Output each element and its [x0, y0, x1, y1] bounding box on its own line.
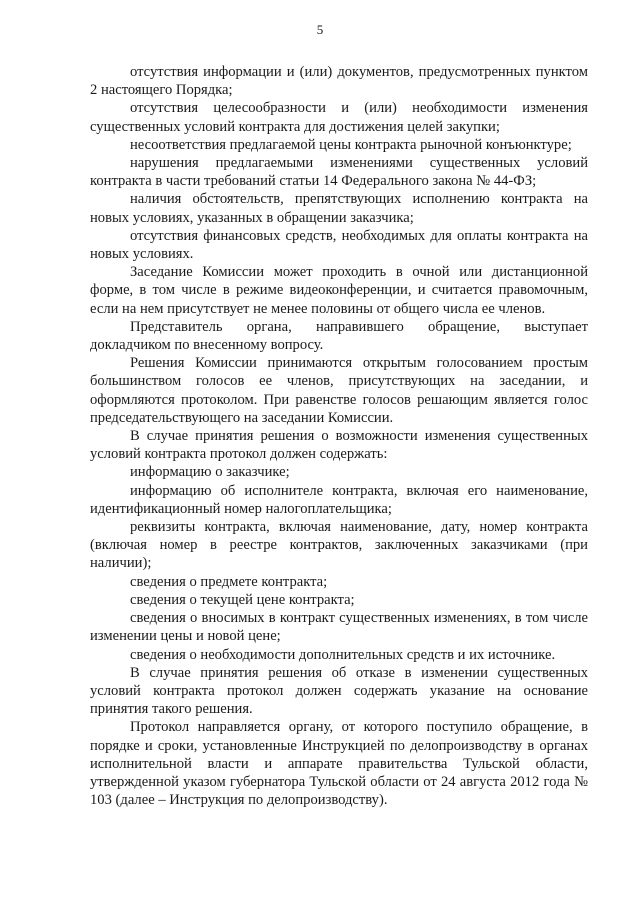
paragraph: отсутствия финансовых средств, необходимых для оплаты контракта на новых условиях. — [90, 227, 588, 263]
paragraph: информацию об исполнителе контракта, включая его наименование, идентификационный номер налогоплательщика; — [90, 482, 588, 517]
paragraph: сведения о предмете контракта; — [130, 573, 328, 590]
paragraph: Заседание Комиссии может проходить в очной или дистанционной форме, в том числе в режиме видеоконференции, и считается правомочным, если на нем присутствует не менее половины от общего числа ее членов. — [90, 264, 588, 317]
page-number: 5 — [316, 22, 324, 37]
paragraph: Представитель органа, направившего обращение, выступает докладчиком по внесенному вопросу. — [90, 318, 588, 354]
paragraph: В случае принятия решения об отказе в изменении существенных условий контракта протокол должен содержать указание на основание принятия такого решения. — [90, 664, 588, 718]
paragraph: реквизиты контракта, включая наименование, дату, номер контракта (включая номер в реестре контрактов, заключенных заказчиками (при наличии); — [90, 519, 588, 572]
paragraph: информацию о заказчике; — [130, 464, 290, 481]
paragraph: В случае принятия решения о возможности изменения существенных условий контракта протокол должен содержать: — [90, 428, 588, 463]
paragraph: Протокол направляется органу, от которого поступило обращение, в порядке и сроки, установленные Инструкцией по делопроизводству в органах исполнительной власти и аппарате правительства Тульской области, утвержденной указом губернатора Тульской области от 24 августа 2012 года № 103 (далее – Инструкция по делопроизводству). — [90, 719, 588, 809]
paragraph: сведения о необходимости дополнительных средств и их источнике. — [130, 646, 556, 663]
paragraph: сведения о текущей цене контракта; — [130, 591, 355, 608]
paragraph: Решения Комиссии принимаются открытым голосованием простым большинством голосов ее членов, присутствующих на заседании, и оформляются протоколом. При равенстве голосов решающим является голос председательствующего на заседании Комиссии. — [90, 355, 588, 426]
paragraph: отсутствия информации и (или) документов, предусмотренных пунктом 2 настоящего Порядка; — [90, 64, 588, 99]
paragraph: нарушения предлагаемыми изменениями существенных условий контракта в части требований статьи 14 Федерального закона № 44-ФЗ; — [90, 155, 588, 190]
paragraph: отсутствия целесообразности и (или) необходимости изменения существенных условий контракта для достижения целей закупки; — [90, 100, 588, 135]
document-body — [90, 63, 588, 809]
paragraph: несоответствия предлагаемой цены контракта рыночной конъюнктуре; — [130, 136, 572, 153]
paragraph: сведения о вносимых в контракт существенных изменениях, в том числе изменении цены и новой цене; — [90, 610, 588, 645]
paragraph: наличия обстоятельств, препятствующих исполнению контракта на новых условиях, указанных в обращении заказчика; — [90, 191, 588, 226]
